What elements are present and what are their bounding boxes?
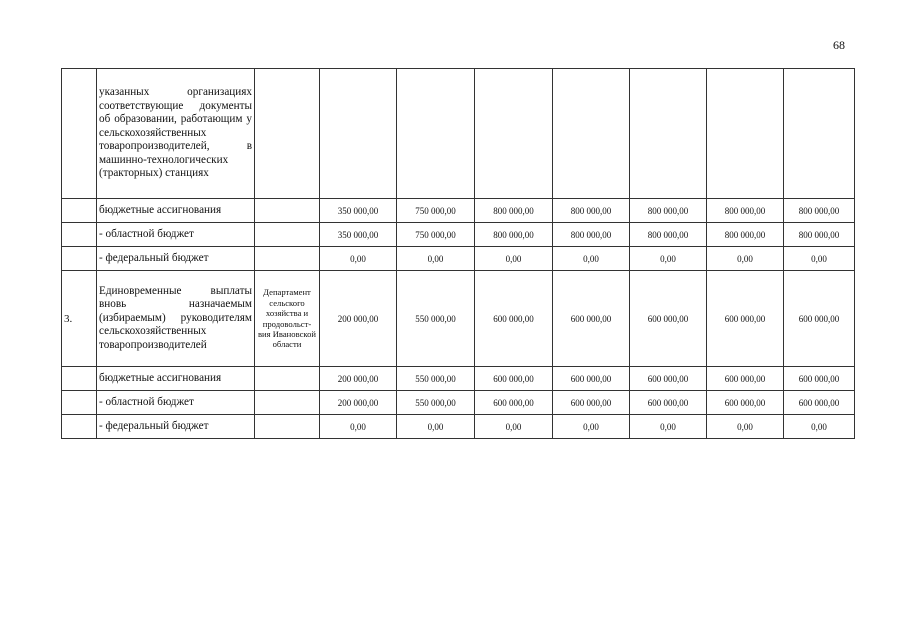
row-name: Единовременные выплаты вновь назначаемым (избираемым) руководителям сельскохозяйственных товаропроизводителей (97, 271, 255, 367)
value-cell: 0,00 (397, 415, 475, 439)
value-cell (475, 69, 553, 199)
value-cell (784, 69, 855, 199)
row-name: - областной бюджет (97, 391, 255, 415)
value-cell: 550 000,00 (397, 271, 475, 367)
value-cell: 800 000,00 (784, 223, 855, 247)
row-executor (255, 367, 320, 391)
value-cell: 600 000,00 (553, 367, 630, 391)
row-executor (255, 391, 320, 415)
table-row (62, 247, 855, 271)
row-executor: Департамент сельского хозяйства и продовольст-вия Ивановской области (255, 271, 320, 367)
row-number: 3. (62, 271, 97, 367)
table-row (62, 271, 855, 367)
table-row (62, 415, 855, 439)
value-cell: 600 000,00 (630, 271, 707, 367)
row-number (62, 69, 97, 199)
value-cell: 600 000,00 (553, 271, 630, 367)
value-cell (630, 69, 707, 199)
value-cell: 350 000,00 (320, 199, 397, 223)
value-cell (320, 69, 397, 199)
value-cell: 600 000,00 (553, 391, 630, 415)
value-cell: 800 000,00 (707, 223, 784, 247)
table-row (62, 391, 855, 415)
row-executor (255, 223, 320, 247)
page-number: 68 (833, 38, 845, 52)
value-cell: 600 000,00 (630, 391, 707, 415)
row-executor (255, 247, 320, 271)
row-name: бюджетные ассигнования (97, 199, 255, 223)
value-cell: 600 000,00 (784, 271, 855, 367)
value-cell: 0,00 (553, 415, 630, 439)
table-row (62, 367, 855, 391)
value-cell: 800 000,00 (784, 199, 855, 223)
value-cell: 600 000,00 (707, 391, 784, 415)
value-cell: 800 000,00 (630, 223, 707, 247)
row-name: - федеральный бюджет (97, 415, 255, 439)
value-cell: 0,00 (784, 415, 855, 439)
value-cell: 0,00 (320, 415, 397, 439)
row-number (62, 247, 97, 271)
table-row (62, 69, 855, 199)
value-cell: 600 000,00 (630, 367, 707, 391)
value-cell: 200 000,00 (320, 391, 397, 415)
row-executor (255, 415, 320, 439)
row-name: - областной бюджет (97, 223, 255, 247)
value-cell: 350 000,00 (320, 223, 397, 247)
value-cell: 0,00 (630, 415, 707, 439)
row-executor (255, 69, 320, 199)
value-cell: 0,00 (397, 247, 475, 271)
value-cell: 0,00 (630, 247, 707, 271)
row-executor (255, 199, 320, 223)
budget-table (61, 68, 855, 439)
value-cell (707, 69, 784, 199)
table-row (62, 199, 855, 223)
value-cell: 600 000,00 (475, 391, 553, 415)
value-cell: 550 000,00 (397, 367, 475, 391)
value-cell (397, 69, 475, 199)
value-cell: 800 000,00 (475, 223, 553, 247)
value-cell: 600 000,00 (707, 271, 784, 367)
value-cell: 0,00 (475, 415, 553, 439)
value-cell: 800 000,00 (553, 223, 630, 247)
value-cell: 800 000,00 (707, 199, 784, 223)
value-cell: 0,00 (707, 415, 784, 439)
value-cell: 0,00 (320, 247, 397, 271)
value-cell (553, 69, 630, 199)
row-number (62, 415, 97, 439)
row-number (62, 367, 97, 391)
row-name: - федеральный бюджет (97, 247, 255, 271)
value-cell: 0,00 (553, 247, 630, 271)
value-cell: 200 000,00 (320, 271, 397, 367)
row-name: указанных организациях соответствующие документы об образовании, работающим у сельскохозяйственных товаропроизводителей, в машинно-технологических (тракторных) станциях (97, 69, 255, 199)
row-number (62, 223, 97, 247)
row-name: бюджетные ассигнования (97, 367, 255, 391)
value-cell: 800 000,00 (553, 199, 630, 223)
value-cell: 800 000,00 (630, 199, 707, 223)
row-number (62, 199, 97, 223)
value-cell: 800 000,00 (475, 199, 553, 223)
value-cell: 600 000,00 (475, 367, 553, 391)
value-cell: 600 000,00 (784, 367, 855, 391)
value-cell: 600 000,00 (784, 391, 855, 415)
value-cell: 550 000,00 (397, 391, 475, 415)
value-cell: 750 000,00 (397, 223, 475, 247)
value-cell: 750 000,00 (397, 199, 475, 223)
table-row (62, 223, 855, 247)
value-cell: 0,00 (707, 247, 784, 271)
value-cell: 0,00 (784, 247, 855, 271)
value-cell: 200 000,00 (320, 367, 397, 391)
value-cell: 600 000,00 (707, 367, 784, 391)
row-number (62, 391, 97, 415)
value-cell: 600 000,00 (475, 271, 553, 367)
value-cell: 0,00 (475, 247, 553, 271)
